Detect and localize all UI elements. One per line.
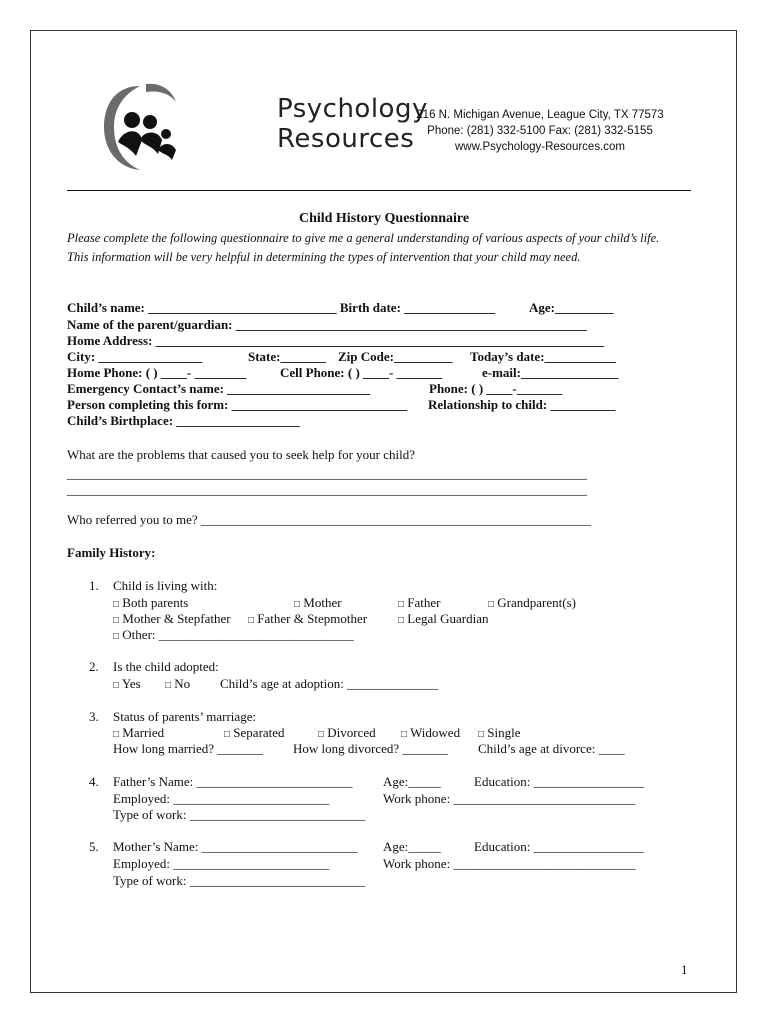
zip-code-field[interactable]: Zip Code:_________ [338, 349, 453, 364]
intro-paragraph: Please complete the following questionnaire to give me a general understanding of various aspects of your child’s life. This information will be very helpful in determining the types of intervention that your child may need. [67, 231, 660, 264]
checkbox-icon[interactable]: □ [488, 599, 495, 610]
header-divider [67, 190, 691, 191]
age-at-adoption-field[interactable]: Child’s age at adoption: ______________ [220, 676, 439, 691]
q5-number: 5. [89, 839, 99, 854]
fathers-name-field[interactable]: Father’s Name: ________________________ [113, 774, 353, 789]
father-type-of-work-field[interactable]: Type of work: ___________________________ [113, 807, 366, 822]
option-married[interactable]: □ Married [113, 725, 165, 740]
age-at-divorce-field[interactable]: Child’s age at divorce: ____ [478, 741, 625, 756]
option-father-stepmother[interactable]: □ Father & Stepmother [248, 611, 368, 626]
checkbox-icon[interactable]: □ [398, 599, 405, 610]
option-both-parents[interactable]: □ Both parents [113, 595, 189, 610]
mother-type-of-work-field[interactable]: Type of work: ___________________________ [113, 873, 366, 888]
option-no[interactable]: □ No [165, 676, 191, 691]
family-history-heading: Family History: [67, 545, 156, 560]
cell-phone-field[interactable]: Cell Phone: ( ) ____- _______ [280, 365, 443, 380]
referral-field[interactable]: Who referred you to me? ____________________________________________________________ [67, 512, 591, 527]
todays-date-field[interactable]: Today’s date:___________ [470, 349, 617, 364]
father-education-field[interactable]: Education: _________________ [474, 774, 645, 789]
person-completing-field[interactable]: Person completing this form: ___________________________ [67, 397, 408, 412]
q2-number: 2. [89, 659, 99, 674]
birthplace-field[interactable]: Child’s Birthplace: ___________________ [67, 413, 300, 428]
home-address-field[interactable]: Home Address: _____________________________________________________________________ [67, 333, 605, 348]
address: 216 N. Michigan Avenue, League City, TX 77573 [416, 109, 664, 121]
checkbox-icon[interactable]: □ [224, 729, 231, 740]
page-title: Child History Questionnaire [298, 211, 470, 226]
family-figures-icon [100, 80, 180, 175]
checkbox-icon[interactable]: □ [165, 680, 172, 691]
checkbox-icon[interactable]: □ [401, 729, 408, 740]
checkbox-icon[interactable]: □ [248, 615, 255, 626]
checkbox-icon[interactable]: □ [113, 615, 120, 626]
checkbox-icon[interactable]: □ [294, 599, 301, 610]
how-long-divorced-field[interactable]: How long divorced? _______ [293, 741, 448, 756]
mother-work-phone-field[interactable]: Work phone: ____________________________ [383, 856, 636, 871]
page-number: 1 [681, 962, 688, 977]
option-mother[interactable]: □ Mother [294, 595, 342, 610]
emergency-contact-field[interactable]: Emergency Contact’s name: ______________________ [67, 381, 371, 396]
option-divorced[interactable]: □ Divorced [318, 725, 376, 740]
checkbox-icon[interactable]: □ [113, 680, 120, 691]
option-single[interactable]: □ Single [478, 725, 521, 740]
emergency-phone-field[interactable]: Phone: ( ) ____-_______ [429, 381, 563, 396]
father-employed-field[interactable]: Employed: ________________________ [113, 791, 330, 806]
option-yes[interactable]: □ Yes [113, 676, 141, 691]
option-legal-guardian[interactable]: □ Legal Guardian [398, 611, 489, 626]
mother-age-field[interactable]: Age:_____ [383, 839, 441, 854]
checkbox-icon[interactable]: □ [113, 729, 120, 740]
q4-number: 4. [89, 774, 99, 789]
parent-guardian-field[interactable]: Name of the parent/guardian: ______________________________________________________ [67, 317, 587, 332]
father-work-phone-field[interactable]: Work phone: ____________________________ [383, 791, 636, 806]
mothers-name-field[interactable]: Mother’s Name: ________________________ [113, 839, 358, 854]
checkbox-icon[interactable]: □ [318, 729, 325, 740]
problems-answer-line-1[interactable]: ________________________________________________________________________________ [67, 466, 587, 481]
checkbox-icon[interactable]: □ [113, 631, 120, 642]
psychology-resources-logo [100, 80, 428, 175]
option-widowed[interactable]: □ Widowed [401, 725, 461, 740]
option-mother-stepfather[interactable]: □ Mother & Stepfather [113, 611, 231, 626]
city-field[interactable]: City: ________________ [67, 349, 203, 364]
checkbox-icon[interactable]: □ [113, 599, 120, 610]
option-separated[interactable]: □ Separated [224, 725, 285, 740]
mother-education-field[interactable]: Education: _________________ [474, 839, 645, 854]
mother-employed-field[interactable]: Employed: ________________________ [113, 856, 330, 871]
problems-answer-line-2[interactable]: ________________________________________________________________________________ [67, 482, 587, 497]
option-grandparents[interactable]: □ Grandparent(s) [488, 595, 576, 610]
problems-question: What are the problems that caused you to seek help for your child? [67, 447, 415, 462]
how-long-married-field[interactable]: How long married? _______ [113, 741, 263, 756]
checkbox-icon[interactable]: □ [398, 615, 405, 626]
checkbox-icon[interactable]: □ [478, 729, 485, 740]
q3-label: Status of parents’ marriage: [113, 709, 257, 724]
logo-text-resources: Resources [277, 124, 415, 154]
option-other[interactable]: □ Other: ______________________________ [113, 627, 354, 642]
email-field[interactable]: e-mail:_______________ [482, 365, 619, 380]
childs-name-birth-date-field[interactable]: Child’s name: _____________________________ Birth date: ______________ [67, 300, 496, 315]
age-field[interactable]: Age:_________ [529, 300, 614, 315]
state-field[interactable]: State:_______ [248, 349, 326, 364]
father-age-field[interactable]: Age:_____ [383, 774, 441, 789]
q1-number: 1. [89, 578, 99, 593]
option-father[interactable]: □ Father [398, 595, 441, 610]
logo-text-psychology: Psychology [277, 94, 428, 124]
q2-label: Is the child adopted: [113, 659, 219, 674]
website-link[interactable]: www.Psychology-Resources.com [454, 141, 625, 153]
q1-label: Child is living with: [113, 578, 218, 593]
home-phone-field[interactable]: Home Phone: ( ) ____- ________ [67, 365, 247, 380]
relationship-field[interactable]: Relationship to child: __________ [428, 397, 616, 412]
q3-number: 3. [89, 709, 99, 724]
phone-fax: Phone: (281) 332-5100 Fax: (281) 332-5155 [427, 125, 653, 137]
